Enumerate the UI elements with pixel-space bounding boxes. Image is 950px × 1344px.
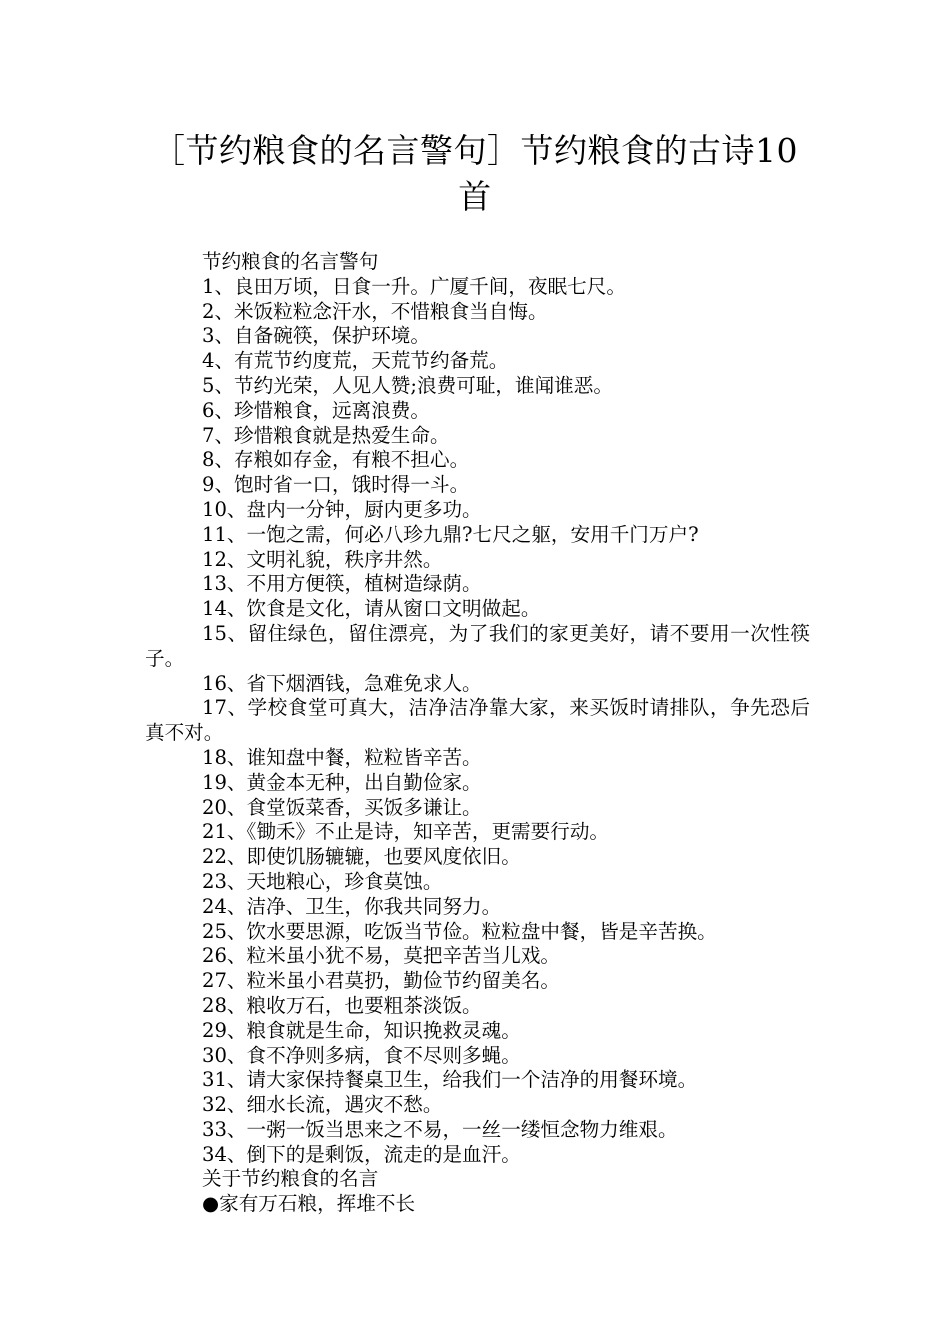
paragraph: 24、洁净、卫生，你我共同努力。 (202, 894, 502, 918)
document-title: ［节约粮食的名言警句］节约粮食的古诗10首 (152, 131, 798, 216)
paragraph: 13、不用方便筷，植树造绿荫。 (202, 572, 482, 596)
paragraph: 32、细水长流，遇灾不愁。 (202, 1093, 443, 1117)
paragraph: 27、粒米虽小君莫扔，勤俭节约留美名。 (202, 969, 561, 993)
paragraph: 10、盘内一分钟，厨内更多功。 (202, 497, 482, 521)
paragraph: 16、省下烟酒钱，急难免求人。 (202, 671, 482, 695)
paragraph: 26、粒米虽小犹不易，莫把辛苦当儿戏。 (202, 944, 561, 968)
paragraph: 17、学校食堂可真大，洁净洁净靠大家，来买饭时请排队，争先恐后真不对。 (145, 696, 810, 745)
paragraph: 21、《锄禾》不止是诗，知辛苦，更需要行动。 (202, 820, 610, 844)
paragraph: 7、珍惜粮食就是热爱生命。 (202, 423, 450, 447)
paragraph: 12、文明礼貌，秩序井然。 (202, 547, 443, 571)
paragraph: 23、天地粮心，珍食莫蚀。 (202, 869, 443, 893)
paragraph: 20、食堂饭菜香，买饭多谦让。 (202, 795, 482, 819)
paragraph: 11、一饱之需，何必八珍九鼎?七尺之躯，安用千门万户? (202, 522, 699, 546)
paragraph: 8、存粮如存金，有粮不担心。 (202, 448, 470, 472)
paragraph: 1、良田万顷，日食一升。广厦千间，夜眠七尺。 (202, 274, 626, 298)
paragraph: 25、饮水要思源，吃饭当节俭。粒粒盘中餐，皆是辛苦换。 (202, 919, 717, 943)
paragraph: 30、食不净则多病，食不尽则多蝇。 (202, 1043, 521, 1067)
paragraph: 6、珍惜粮食，远离浪费。 (202, 398, 430, 422)
paragraph: 节约粮食的名言警句 (202, 250, 379, 273)
paragraph: 2、米饭粒粒念汗水，不惜粮食当自悔。 (202, 299, 548, 323)
paragraph: 15、留住绿色，留住漂亮，为了我们的家更美好，请不要用一次性筷子。 (145, 621, 810, 670)
paragraph: 14、饮食是文化，请从窗口文明做起。 (202, 597, 541, 621)
paragraph: 31、请大家保持餐桌卫生，给我们一个洁净的用餐环境。 (202, 1068, 698, 1092)
paragraph: 3、自备碗筷，保护环境。 (202, 324, 430, 348)
paragraph: 22、即使饥肠辘辘，也要风度依旧。 (202, 845, 521, 869)
paragraph: 28、粮收万石，也要粗茶淡饭。 (202, 993, 482, 1017)
paragraph: ●家有万石粮，挥堆不长 (202, 1192, 416, 1216)
paragraph: 18、谁知盘中餐，粒粒皆辛苦。 (202, 745, 482, 769)
paragraph: 29、粮食就是生命，知识挽救灵魂。 (202, 1018, 521, 1042)
paragraph: 5、节约光荣，人见人赞;浪费可耻，谁闻谁恶。 (202, 373, 613, 397)
paragraph: 关于节约粮食的名言 (202, 1167, 379, 1191)
paragraph: 34、倒下的是剩饭，流走的是血汗。 (202, 1142, 521, 1166)
document-body (145, 250, 810, 1217)
paragraph: 4、有荒节约度荒，天荒节约备荒。 (202, 349, 509, 373)
paragraph: 33、一粥一饭当思来之不易，一丝一缕恒念物力维艰。 (202, 1117, 678, 1141)
paragraph: 9、饱时省一口，饿时得一斗。 (202, 473, 470, 497)
paragraph: 19、黄金本无种，出自勤俭家。 (202, 770, 482, 794)
